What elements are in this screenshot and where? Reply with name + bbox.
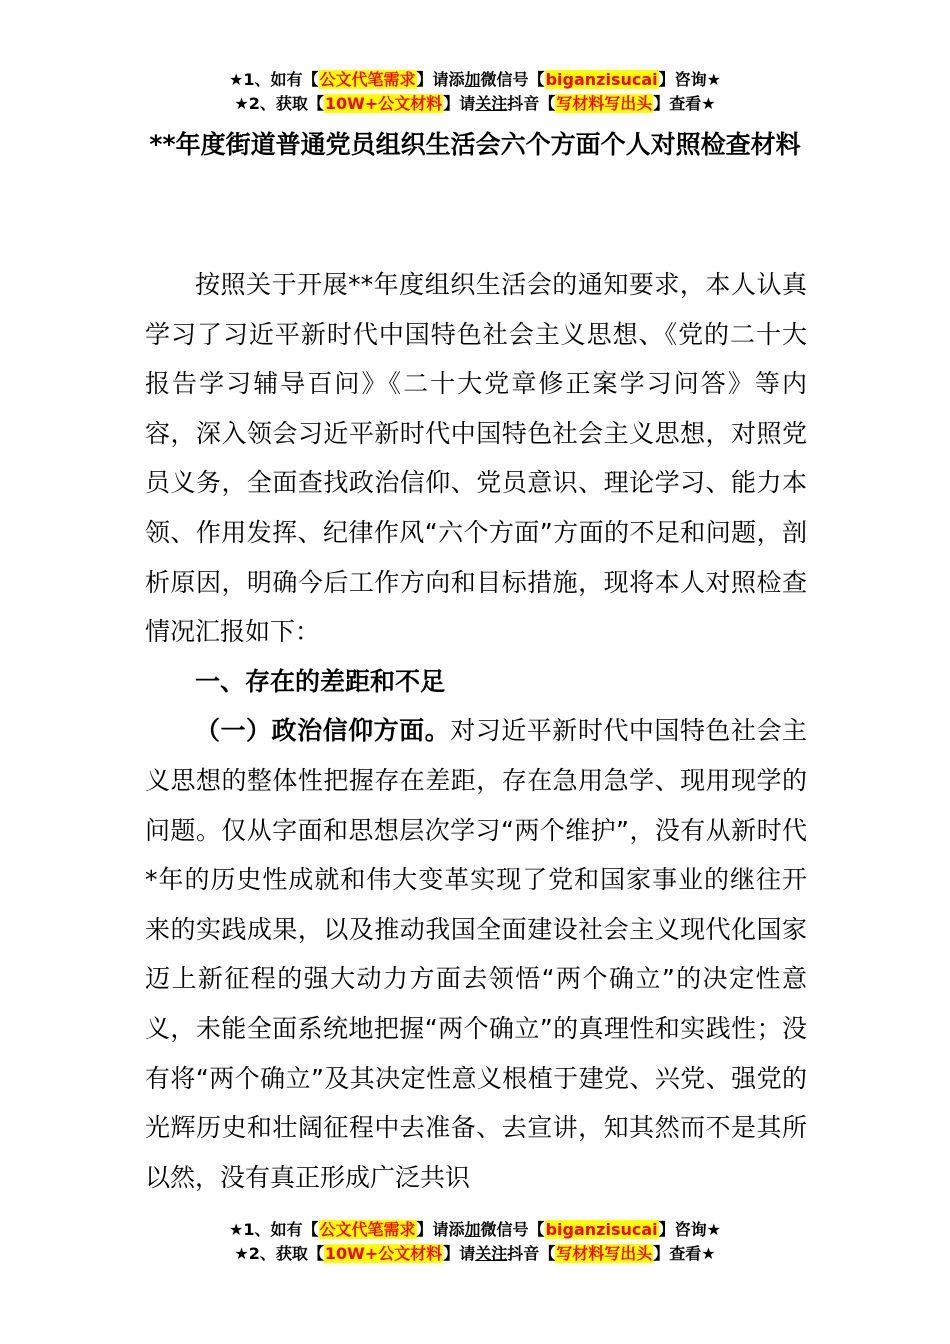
banner-text: 】查看★: [653, 1244, 716, 1263]
intro-paragraph: 按照关于开展**年度组织生活会的通知要求，本人认真学习了习近平新时代中国特色社会主义思想、《党的二十大报告学习辅导百问》《二十大党章修正案学习问答》等内容，深入领会习近平新时代中国特色社会主义思想，对照党员义务，全面查找政治信仰、党员意识、理论学习、能力本领、作用发挥、纪律作风“六个方面”方面的不足和问题，剖析原因，明确今后工作方向和目标措施，现将本人对照检查情况汇报如下：: [145, 270, 807, 647]
subsection-paragraph: [145, 706, 807, 1202]
bottom-banner: [0, 1218, 950, 1266]
subsection-body: 对习近平新时代中国特色社会主义思想的整体性把握存在差距，存在急用急学、现用现学的问题。仅从字面和思想层次学习“两个维护”，没有从新时代*年的历史性成就和伟大变革实现了党和国家事业的继往开来的实践成果，以及推动我国全面建设社会主义现代化国家迈上新征程的强大动力方面去领悟“两个确立”的决定性意义，未能全面系统地把握“两个确立”的真理性和实践性；没有将“两个确立”及其决定性意义根植于建党、兴党、强党的光辉历史和壮阔征程中去准备、去宣讲，知其然而不是其所以然，没有真正形成广泛共识: [145, 716, 807, 1192]
banner-emphasis: 加: [464, 1220, 481, 1239]
banner-text: 】咨询★: [658, 70, 721, 89]
banner-text: 微信号【: [480, 1220, 545, 1239]
banner-highlight: 公文代笔需求: [319, 70, 416, 89]
banner-highlight: 公文代笔需求: [319, 1220, 416, 1239]
banner-line-2: [0, 1242, 950, 1266]
banner-text: 】请添: [416, 1220, 465, 1239]
banner-text: 微信号【: [480, 70, 545, 89]
banner-highlight: 10W+公文材料: [324, 94, 443, 113]
banner-text: 】请添: [416, 70, 465, 89]
banner-text: ★1、如有【: [229, 1220, 319, 1239]
document-title: **年度街道普通党员组织生活会六个方面个人对照检查材料: [149, 130, 801, 159]
banner-text: ★2、获取【: [234, 94, 324, 113]
banner-text: 】咨询★: [658, 1220, 721, 1239]
banner-text: 】查看★: [653, 94, 716, 113]
banner-highlight: biganzisucai: [545, 70, 658, 89]
banner-text: 】请: [443, 94, 476, 113]
banner-text: ★1、如有【: [229, 70, 319, 89]
top-banner: [0, 68, 950, 116]
section-heading: 一、存在的差距和不足: [195, 666, 446, 696]
banner-highlight: 10W+公文材料: [324, 1244, 443, 1263]
document-body: [145, 260, 807, 1202]
banner-text: ★2、获取【: [234, 1244, 324, 1263]
banner-emphasis: 关注: [475, 94, 508, 113]
subsection-heading: （一）政治信仰方面。: [195, 716, 451, 746]
banner-text: 抖音【: [507, 1244, 556, 1263]
banner-highlight: biganzisucai: [545, 1220, 658, 1239]
banner-highlight: 写材料写出头: [556, 1244, 653, 1263]
banner-line-1: [0, 68, 950, 92]
banner-text: 】请: [443, 1244, 476, 1263]
banner-emphasis: 加: [464, 70, 481, 89]
banner-line-2: [0, 92, 950, 116]
banner-line-1: [0, 1218, 950, 1242]
banner-emphasis: 关注: [475, 1244, 508, 1263]
banner-highlight: 写材料写出头: [556, 94, 653, 113]
banner-text: 抖音【: [507, 94, 556, 113]
